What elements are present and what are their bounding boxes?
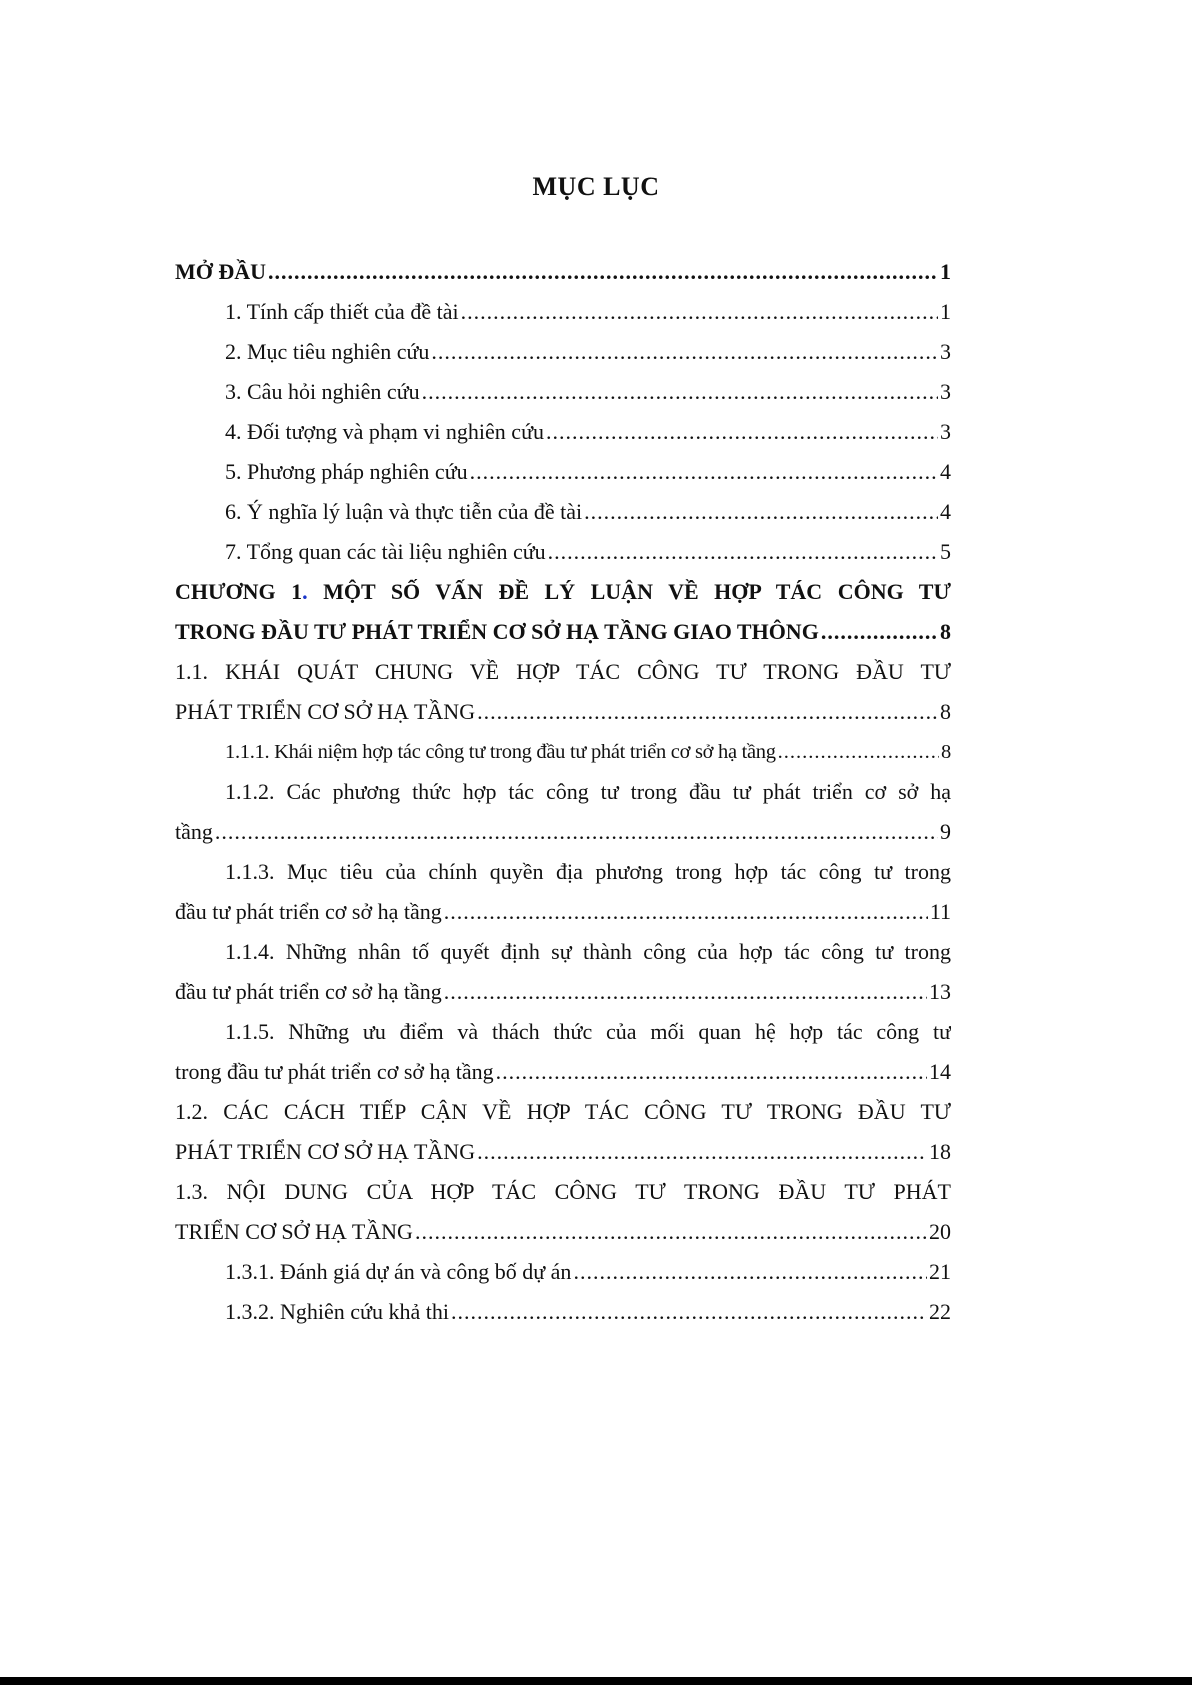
toc-entry-1-1-5-line1[interactable] [175,1012,951,1052]
toc-entry-label: 1.1.1. Khái niệm hợp tác công tư trong đầu tư phát triển cơ sở hạ tầng [225,741,776,763]
dot-leader [431,332,938,372]
toc-entry-page: 20 [929,1219,951,1244]
toc-entry-label-line1: 1.1.4. Những nhân tố quyết định sự thành công của hợp tác công tư trong [225,939,951,964]
toc-entry-page: 14 [929,1059,951,1084]
page-bottom-edge [0,1677,1192,1685]
toc-entry-page: 18 [929,1139,951,1164]
toc-entry-1-1-1[interactable] [175,732,951,772]
dot-leader [477,1132,927,1172]
dot-leader [821,612,938,652]
dot-leader [477,692,938,732]
table-of-contents [175,252,951,1332]
toc-entry-label: 4. Đối tượng và phạm vi nghiên cứu [225,419,544,444]
toc-entry-page: 22 [929,1299,951,1324]
toc-entry-label: 5. Phương pháp nghiên cứu [225,459,468,484]
toc-entry-page: 8 [940,699,951,724]
chapter-title-line1: MỘT SỐ VẤN ĐỀ LÝ LUẬN VỀ HỢP TÁC CÔNG TƯ [307,579,951,604]
toc-entry-label-line1: 1.1.2. Các phương thức hợp tác công tư trong đầu tư phát triển cơ sở hạ [225,779,951,804]
toc-entry-page: 8 [940,619,951,644]
toc-entry-label-line2: đầu tư phát triển cơ sở hạ tầng [175,979,442,1004]
toc-entry-1-1-4-line2[interactable] [175,972,951,1012]
toc-entry-1-3-line2[interactable] [175,1212,951,1252]
dot-leader [546,412,938,452]
toc-entry-mo-dau[interactable] [175,252,951,292]
toc-entry-1-3-1[interactable] [175,1252,951,1292]
toc-entry-label-line2: tầng [175,819,213,844]
toc-entry-page: 21 [929,1259,951,1284]
toc-entry-1-1-2-line2[interactable] [175,812,951,852]
toc-entry-page: 1 [940,299,951,324]
dot-leader [268,252,938,292]
toc-entry-label-line2: trong đầu tư phát triển cơ sở hạ tầng [175,1059,494,1084]
dot-leader [778,732,939,772]
toc-entry-1-1-line1[interactable] [175,652,951,692]
dot-leader [415,1212,927,1252]
toc-entry-label: 3. Câu hỏi nghiên cứu [225,379,420,404]
toc-entry-3[interactable] [175,372,951,412]
toc-entry-4[interactable] [175,412,951,452]
dot-leader [444,892,928,932]
toc-entry-1-1-4-line1[interactable] [175,932,951,972]
dot-leader [461,292,938,332]
toc-entry-page: 3 [940,339,951,364]
dot-leader [496,1052,927,1092]
dot-leader [573,1252,927,1292]
toc-entry-7[interactable] [175,532,951,572]
toc-entry-label: 2. Mục tiêu nghiên cứu [225,339,430,364]
toc-entry-label-line1: 1.3. NỘI DUNG CỦA HỢP TÁC CÔNG TƯ TRONG ĐẦU TƯ PHÁT [175,1179,951,1204]
toc-entry-page: 9 [940,819,951,844]
toc-entry-label-line2: PHÁT TRIỂN CƠ SỞ HẠ TẦNG [175,1139,476,1164]
toc-entry-label: 1.3.2. Nghiên cứu khả thi [225,1299,449,1324]
toc-entry-label: MỞ ĐẦU [175,259,267,284]
toc-entry-page: 3 [940,419,951,444]
toc-entry-page: 4 [940,499,951,524]
toc-entry-label: 7. Tổng quan các tài liệu nghiên cứu [225,539,546,564]
toc-entry-1-2-line2[interactable] [175,1132,951,1172]
toc-entry-chapter-1-line2[interactable] [175,612,951,652]
toc-entry-1-1-3-line1[interactable] [175,852,951,892]
toc-entry-label-line1: 1.1.5. Những ưu điểm và thách thức của mối quan hệ hợp tác công tư [225,1019,951,1044]
toc-entry-page: 8 [941,741,951,763]
dot-leader [422,372,938,412]
toc-entry-1[interactable] [175,292,951,332]
dot-leader [470,452,938,492]
toc-entry-label-line1: 1.1. KHÁI QUÁT CHUNG VỀ HỢP TÁC CÔNG TƯ TRONG ĐẦU TƯ [175,659,951,684]
chapter-label-dot: . [302,579,308,604]
page-title: MỤC LỤC [532,172,660,201]
toc-entry-label-line1: 1.1.3. Mục tiêu của chính quyền địa phương trong hợp tác công tư trong [225,859,951,884]
toc-entry-label: 1. Tính cấp thiết của đề tài [225,299,459,324]
toc-entry-label-line2: PHÁT TRIỂN CƠ SỞ HẠ TẦNG [175,699,476,724]
toc-entry-1-3-2[interactable] [175,1292,951,1332]
toc-entry-1-1-3-line2[interactable] [175,892,951,932]
toc-entry-label-line1: 1.2. CÁC CÁCH TIẾP CẬN VỀ HỢP TÁC CÔNG TƯ TRONG ĐẦU TƯ [175,1099,951,1124]
toc-entry-label-line2: đầu tư phát triển cơ sở hạ tầng [175,899,442,924]
toc-entry-6[interactable] [175,492,951,532]
toc-entry-2[interactable] [175,332,951,372]
dot-leader [215,812,938,852]
dot-leader [584,492,938,532]
dot-leader [548,532,938,572]
toc-entry-1-3-line1[interactable] [175,1172,951,1212]
toc-entry-1-1-5-line2[interactable] [175,1052,951,1092]
dot-leader [451,1292,927,1332]
toc-entry-page: 4 [940,459,951,484]
toc-entry-page: 1 [940,259,951,284]
toc-entry-5[interactable] [175,452,951,492]
toc-entry-1-2-line1[interactable] [175,1092,951,1132]
toc-entry-page: 5 [940,539,951,564]
toc-entry-label: 1.3.1. Đánh giá dự án và công bố dự án [225,1259,572,1284]
chapter-label: CHƯƠNG 1 [175,579,303,604]
toc-entry-1-1-line2[interactable] [175,692,951,732]
toc-entry-1-1-2-line1[interactable] [175,772,951,812]
toc-entry-page: 11 [929,899,951,924]
dot-leader [444,972,927,1012]
toc-entry-page: 13 [929,979,951,1004]
toc-entry-chapter-1-line1[interactable] [175,572,951,612]
toc-entry-page: 3 [940,379,951,404]
chapter-title-line2: TRONG ĐẦU TƯ PHÁT TRIỂN CƠ SỞ HẠ TẦNG GIAO THÔNG [175,619,819,644]
toc-entry-label: 6. Ý nghĩa lý luận và thực tiễn của đề tài [225,499,583,524]
toc-entry-label-line2: TRIỂN CƠ SỞ HẠ TẦNG [175,1219,413,1244]
